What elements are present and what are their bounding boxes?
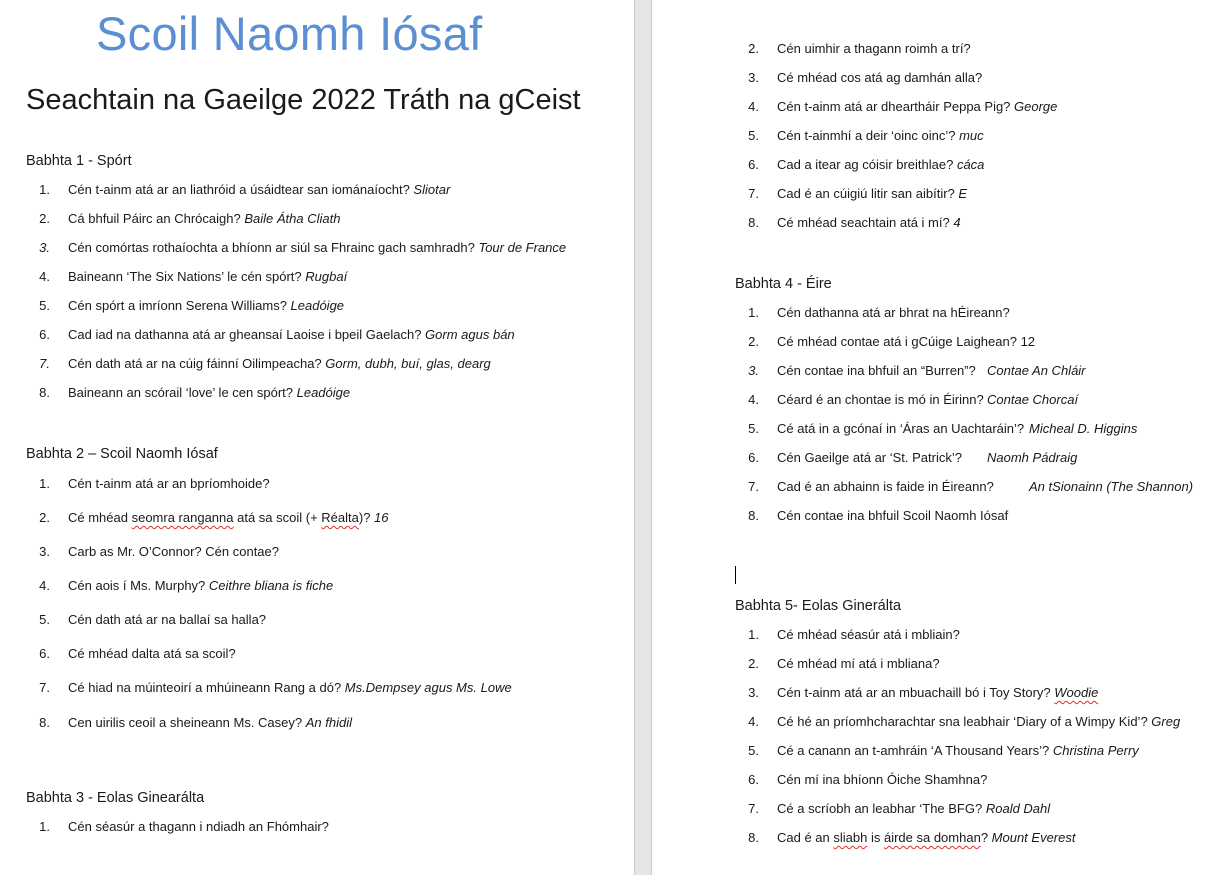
- spelling-error-underline[interactable]: seomra ranganna: [131, 510, 234, 525]
- spelling-error-underline[interactable]: Woodie: [1054, 685, 1099, 700]
- text-cursor: [735, 566, 736, 584]
- page-gutter: [634, 0, 652, 875]
- round-4-heading: Babhta 4 - Éire: [735, 276, 832, 292]
- document-title: Seachtain na Gaeilge 2022 Tráth na gCeist: [26, 84, 581, 116]
- spelling-error-underline[interactable]: Réalta: [321, 510, 359, 525]
- document-page-right[interactable]: 2. Cén uimhir a thagann roimh a trí? 3. Cé mhéad cos atá ag damhán alla? 4. Cén t-ainm atá ar dheartháir Peppa Pig? George 5. Cén t-ainmhí a deir ‘oinc oinc’? muc 6. Cad a itear ag cóisir breithlae? cáca 7. Cad é an cúigiú litir san aibítir? E 8. Cé mhéad seachtain atá i mí? 4 Babhta 4 - Éire 1. Cén dathanna atá ar bhrat na hÉireann? 2. Cé mhéad contae atá i gCúige Laighean? 12 3. Cén contae ina bhfuil an “Burren”? Contae An Chláir 4. Céard é an chontae is mó in Éirinn? Contae Chorcaí 5. Cé atá in a gcónaí in ‘Áras an Uachtaráin’? Micheal D. Higgins 6. Cén Gaeilge atá ar ‘St. Patrick’? Naomh Pádraig 7. Cad é an abhainn is faide in Éireann? An tSionainn (The Shannon) 8. Cén contae ina bhfuil Scoil Naomh Iósaf Babhta 5- Eolas Ginerálta 1. Cé mhéad séasúr atá i mbliain? 2. Cé mhéad mí atá i mbliana? 3. Cén t-ainm atá ar an mbuachaill bó i Toy Story? Woodie 4. Cé hé an príomhcharachtar sna leabhair ‘Diary of a Wimpy Kid’? Greg 5. Cé a canann an t-amhráin ‘A Thousand Years’? Christina Perry 6. Cén mí ina bhíonn Óiche Shamhna? 7. Cé a scríobh an leabhar ‘The BFG? Roald Dahl 8. Cad é an sliabh is áirde sa domhan? Mount Everest: [652, 0, 1227, 875]
- document-page-left[interactable]: Scoil Naomh Iósaf Seachtain na Gaeilge 2022 Tráth na gCeist Babhta 1 - Spórt 1. Cén t-ainm atá ar an liathróid a úsáidtear san iománaíocht? Sliotar 2. Cá bhfuil Páirc an Chrócaigh? Baile Átha Cliath 3. Cén comórtas rothaíochta a bhíonn ar siúl sa Fhrainc gach samhradh? Tour de France 4. Baineann ‘The Six Nations’ le cén spórt? Rugbaí 5. Cén spórt a imríonn Serena Williams? Leadóige 6. Cad iad na dathanna atá ar gheansaí Laoise i bpeil Gaelach? Gorm agus bán 7. Cén dath atá ar na cúig fáinní Oilimpeacha? Gorm, dubh, buí, glas, dearg 8. Baineann an scórail ‘love’ le cen spórt? Leadóige Babhta 2 – Scoil Naomh Iósaf 1. Cén t-ainm atá ar an bpríomhoide? 2. Cé mhéad seomra ranganna atá sa scoil (+ Réalta)? 16 3. Carb as Mr. O’Connor? Cén contae? 4. Cén aois í Ms. Murphy? Ceithre bliana is fiche 5. Cén dath atá ar na ballaí sa halla? 6. Cé mhéad dalta atá sa scoil? 7. Cé hiad na múinteoirí a mhúineann Rang a dó? Ms.Dempsey agus Ms. Lowe 8. Cen uirilis ceoil a sheineann Ms. Casey? An fhidil Babhta 3 - Eolas Ginearálta 1. Cén séasúr a thagann i ndiadh an Fhómhair?: [0, 0, 634, 875]
- round-3-heading: Babhta 3 - Eolas Ginearálta: [26, 790, 205, 806]
- spelling-error-underline[interactable]: sliabh: [833, 830, 868, 845]
- spelling-error-underline[interactable]: áirde sa domhan: [883, 830, 981, 845]
- round-5-heading: Babhta 5- Eolas Ginerálta: [735, 598, 902, 614]
- round-1-heading: Babhta 1 - Spórt: [26, 153, 132, 169]
- round-2-heading: Babhta 2 – Scoil Naomh Iósaf: [26, 446, 218, 462]
- school-title: Scoil Naomh Iósaf: [96, 7, 483, 60]
